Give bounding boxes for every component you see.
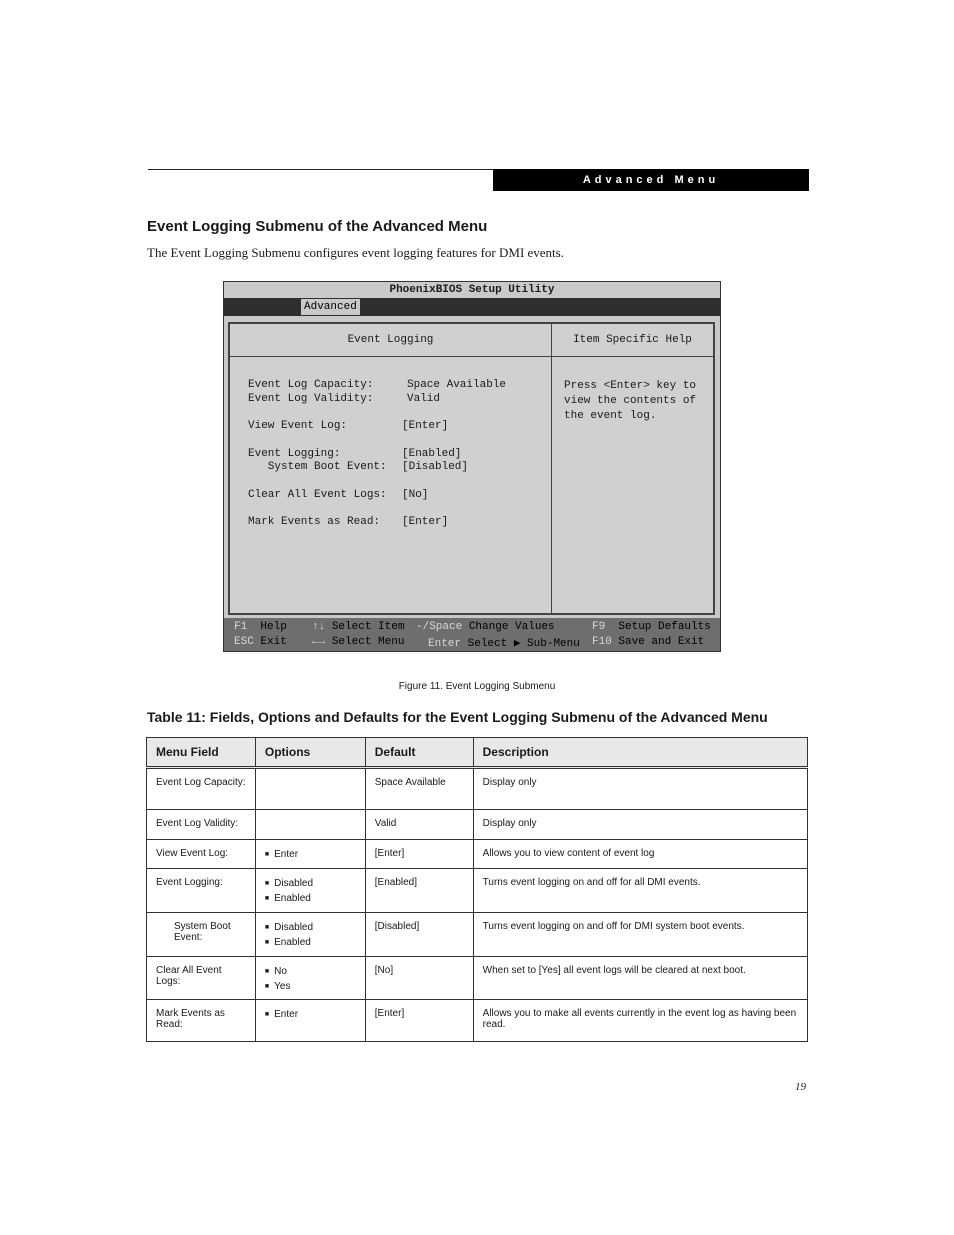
cell-options (255, 840, 365, 869)
cell-description: Allows you to view content of event log (473, 840, 807, 869)
table-row (147, 913, 808, 957)
option-bullet: ■ Enter (265, 1008, 356, 1023)
bios-item-clear-all-event-logs[interactable] (248, 489, 429, 501)
page-number: 19 (795, 1081, 806, 1093)
table-header-row (147, 738, 808, 768)
main-pane-title: Event Logging (230, 324, 551, 357)
option-bullet: ■ Yes (265, 980, 356, 995)
section-label-bar: Advanced Menu (493, 169, 809, 191)
header-options: Options (255, 738, 365, 768)
item-value[interactable]: [Enter] (402, 420, 449, 432)
cell-default: Space Available (365, 768, 473, 810)
table-row (147, 840, 808, 869)
cell-options (255, 1000, 365, 1042)
cell-description: Turns event logging on and off for all DMI events. (473, 869, 807, 913)
table-row (147, 810, 808, 840)
bios-menubar (224, 298, 720, 316)
footer-key-f10: F10 Save and Exit (592, 636, 705, 648)
item-value: Space Available (407, 379, 507, 391)
cell-options (255, 869, 365, 913)
bios-item-event-log-validity (248, 393, 441, 405)
cell-field: Event Logging: (147, 869, 256, 913)
cell-options (255, 957, 365, 1000)
help-pane-title: Item Specific Help (552, 324, 713, 357)
cell-default: [Enter] (365, 840, 473, 869)
cell-description: Allows you to make all events currently in the event log as having been read. (473, 1000, 807, 1042)
bios-item-system-boot-event[interactable] (248, 461, 469, 473)
cell-description: Display only (473, 810, 807, 840)
cell-description: Turns event logging on and off for DMI system boot events. (473, 913, 807, 957)
bios-item-mark-events-as-read[interactable] (248, 516, 449, 528)
item-label: Event Log Validity: (248, 393, 374, 405)
option-bullet: ■ Enter (265, 848, 356, 863)
cell-field: Event Log Capacity: (147, 768, 256, 810)
bios-footer (224, 618, 720, 651)
footer-key-arrows-updown: ↑↓ Select Item (312, 621, 405, 633)
bios-item-view-event-log[interactable] (248, 420, 449, 432)
cell-default: [No] (365, 957, 473, 1000)
cell-description: When set to [Yes] all event logs will be cleared at next boot. (473, 957, 807, 1000)
item-label: Mark Events as Read: (248, 516, 381, 528)
header-rule (148, 169, 493, 170)
table-title: Table 11: Fields, Options and Defaults for the Event Logging Submenu of the Advanced Menu (147, 709, 768, 725)
cell-field: View Event Log: (147, 840, 256, 869)
intro-paragraph: The Event Logging Submenu configures event logging features for DMI events. (147, 245, 564, 260)
option-bullet: ■ Enabled (265, 936, 356, 951)
item-value[interactable]: [Enter] (402, 516, 449, 528)
bios-item-event-logging[interactable] (248, 448, 462, 460)
cell-field: Clear All Event Logs: (147, 957, 256, 1000)
cell-default: [Enabled] (365, 869, 473, 913)
option-bullet: ■ No (265, 965, 356, 980)
item-label: Event Logging: (248, 448, 341, 460)
cell-description: Display only (473, 768, 807, 810)
fields-table (146, 737, 808, 1042)
cell-options (255, 913, 365, 957)
item-value[interactable]: [Enabled] (402, 448, 462, 460)
table-row (147, 957, 808, 1000)
cell-field: System Boot Event: (147, 913, 256, 957)
footer-key-minus-space: -/Space Change Values (416, 621, 555, 633)
cell-field: Mark Events as Read: (147, 1000, 256, 1042)
item-value: Valid (407, 393, 441, 405)
help-text: Press <Enter> key to view the contents of the event log. (564, 380, 697, 422)
figure-caption: Figure 11. Event Logging Submenu (398, 681, 556, 692)
footer-key-enter: Enter Select ▶ Sub-Menu (428, 638, 580, 650)
bios-tab-advanced[interactable]: Advanced (301, 299, 360, 315)
bios-item-event-log-capacity (248, 379, 507, 391)
footer-key-f1: F1 Help (234, 621, 287, 633)
table-row (147, 869, 808, 913)
cell-default: Valid (365, 810, 473, 840)
bios-title: PhoenixBIOS Setup Utility (224, 282, 720, 298)
item-label: Clear All Event Logs: (248, 489, 387, 501)
item-label: System Boot Event: (248, 461, 387, 473)
cell-options (255, 768, 365, 810)
cell-default: [Disabled] (365, 913, 473, 957)
option-bullet: ■ Disabled (265, 877, 356, 892)
table-row (147, 768, 808, 810)
header-default: Default (365, 738, 473, 768)
option-bullet: ■ Enabled (265, 892, 356, 907)
item-value[interactable]: [Disabled] (402, 461, 469, 473)
footer-key-esc: ESC Exit (234, 636, 287, 648)
bios-help-pane (551, 322, 715, 615)
header-menu-field: Menu Field (147, 738, 256, 768)
table-row (147, 1000, 808, 1042)
footer-key-f9: F9 Setup Defaults (592, 621, 711, 633)
bios-main-pane (228, 322, 553, 615)
item-label: View Event Log: (248, 420, 348, 432)
cell-default: [Enter] (365, 1000, 473, 1042)
option-bullet: ■ Disabled (265, 921, 356, 936)
cell-options (255, 810, 365, 840)
cell-field: Event Log Validity: (147, 810, 256, 840)
bios-body (224, 316, 720, 618)
footer-key-arrows-leftright: ←→ Select Menu (312, 636, 405, 648)
item-value[interactable]: [No] (402, 489, 429, 501)
header-description: Description (473, 738, 807, 768)
bios-screenshot (223, 281, 721, 652)
item-label: Event Log Capacity: (248, 379, 374, 391)
section-heading: Event Logging Submenu of the Advanced Menu (147, 218, 488, 235)
